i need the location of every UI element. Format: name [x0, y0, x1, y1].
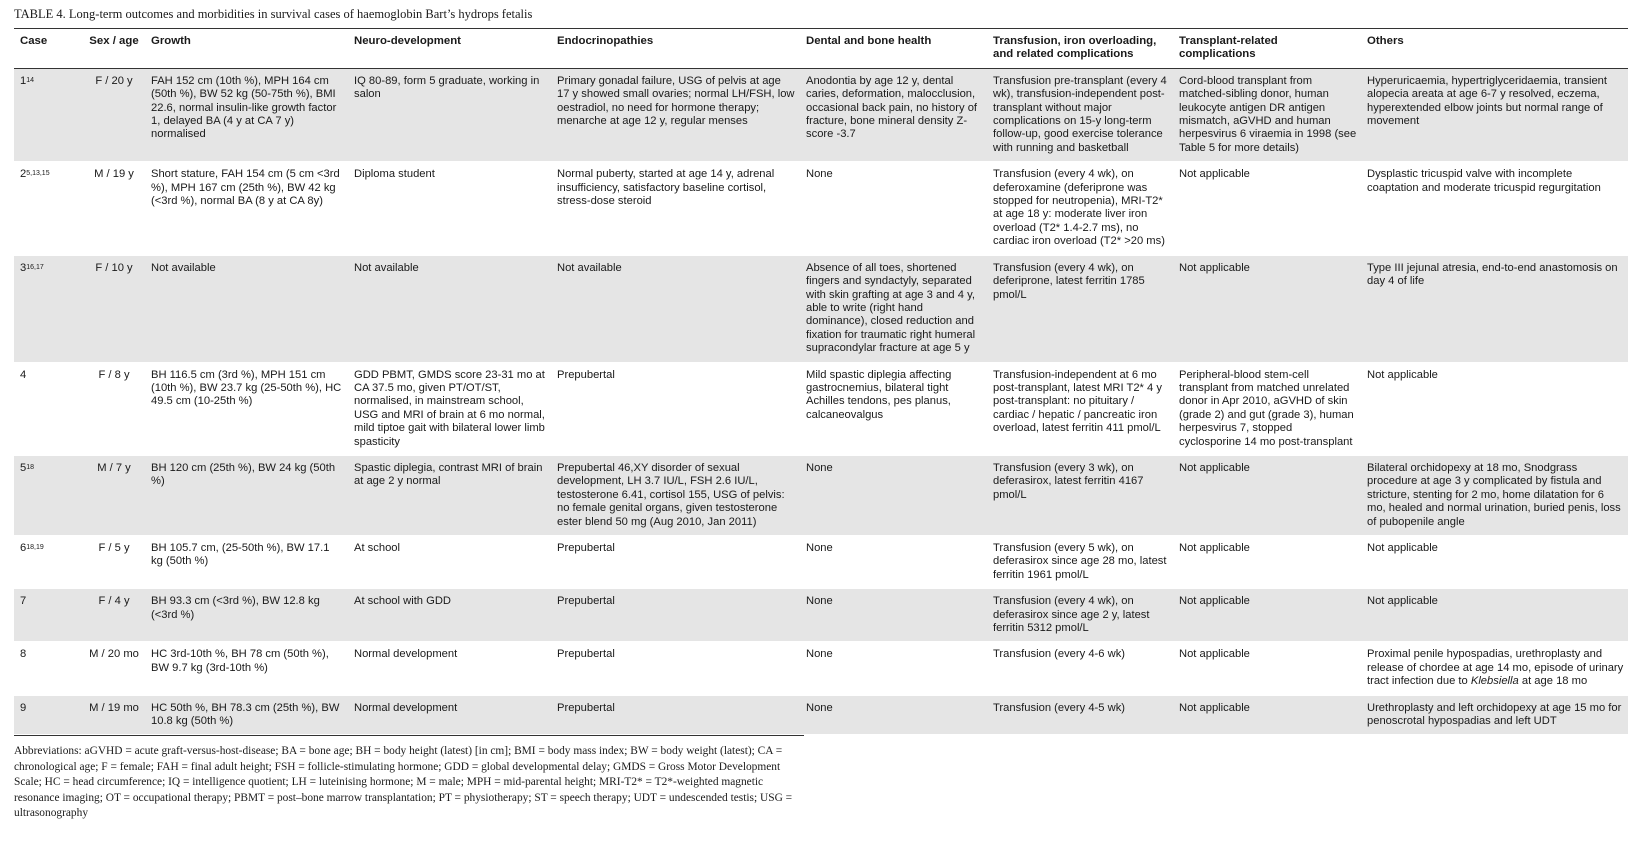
transfusion-cell: Transfusion-independent at 6 mo post-transplant, latest MRI T2* 4 y post-transplant: no pituitary / cardiac / hepatic / pancreatic iron overload, latest ferritin 411 pmol/L [993, 368, 1162, 435]
neuro-cell: GDD PBMT, GMDS score 23-31 mo at CA 37.5 mo, given PT/OT/ST, normalised, in mainstream school, USG and MRI of brain at 6 mo normal, mild tiptoe gait with bilateral lower limb spasticity [354, 368, 545, 448]
sex-age-cell: F / 20 y [81, 68, 145, 161]
column-header: Endocrinopathies [557, 35, 654, 47]
case-cell [14, 536, 81, 589]
others-cell: Hyperuricaemia, hypertriglyceridaemia, transient alopecia areata at age 6-7 y resolved, eczema, hyperextended elbow joints but normal range of movement [1361, 68, 1628, 161]
dental-cell: Absence of all toes, shortened fingers and syndactyly, separated with skin grafting at age 3 and 4 y, able to write (right hand dominance), closed reduction and fixation for traumatic right humeral supracondylar fracture at age 5 y [800, 255, 987, 362]
transfusion-cell: Transfusion (every 4 wk), on deferiprone, latest ferritin 1785 pmol/L [987, 255, 1173, 362]
case-cell [14, 695, 81, 735]
sex-age-cell: F / 10 y [81, 255, 145, 362]
dental-cell: Mild spastic diplegia affecting gastrocnemius, bilateral tight Achilles tendons, pes planus, calcaneovalgus [806, 368, 952, 421]
case-reference: 18 [26, 463, 35, 471]
outcomes-table [14, 28, 1628, 735]
organism-name: Klebsiella [1470, 675, 1519, 688]
table-row [14, 68, 1628, 161]
case-number: 6 [20, 542, 27, 554]
table-row [14, 255, 1628, 362]
others-cell: Not applicable [1367, 368, 1438, 381]
case-cell [14, 589, 81, 642]
column-header: Transfusion, iron overloading, and related complications [993, 35, 1157, 61]
transplant-cell: Not applicable [1173, 589, 1361, 642]
others-cell [1361, 642, 1628, 695]
transfusion-cell: Transfusion pre-transplant (every 4 wk), transfusion-independent post-transplant without major complications on 15-y long-term follow-up, good exercise tolerance with running and basketball [987, 68, 1173, 161]
others-cell: Not applicable [1367, 542, 1438, 554]
column-header: Case [20, 35, 48, 47]
case-number: 5 [20, 461, 27, 474]
table-caption-text: Long-term outcomes and morbidities in survival cases of haemoglobin Bart’s hydrops fetalis [68, 7, 533, 21]
case-reference: 16,17 [26, 263, 44, 271]
transplant-cell: Cord-blood transplant from matched-sibling donor, human leukocyte antigen DR antigen mismatch, aGVHD and human herpesvirus 6 viraemia in 1998 (see Table 5 for more details) [1173, 68, 1361, 161]
sex-age-cell: F / 8 y [98, 368, 130, 381]
dental-cell: None [800, 695, 987, 735]
neuro-cell: At school [354, 542, 401, 554]
growth-cell: BH 120 cm (25th %), BW 24 kg (50th %) [145, 455, 348, 535]
endo-cell: Prepubertal [557, 542, 615, 554]
neuro-cell: Normal development [354, 648, 458, 661]
others-cell: Bilateral orchidopexy at 18 mo, Snodgrass procedure at age 3 y complicated by fistula and stricture, stenting for 2 mo, home dilatation for 6 mo, healed and normal urination, buried penis, loss of pubopenile angle [1361, 455, 1628, 535]
neuro-cell: Normal development [348, 695, 551, 735]
table-row [14, 536, 1628, 589]
growth-cell: HC 50th %, BH 78.3 cm (25th %), BW 10.8 kg (50th %) [145, 695, 348, 735]
growth-cell: Short stature, FAH 154 cm (5 cm <3rd %), MPH 167 cm (25th %), BW 42 kg (<3rd %), normal BA (8 y at CA 8y) [151, 168, 340, 208]
transplant-cell: Not applicable [1179, 542, 1250, 554]
neuro-cell: Not available [348, 255, 551, 362]
endo-cell: Prepubertal [557, 648, 615, 661]
endo-cell: Not available [551, 255, 800, 362]
sex-age-cell: M / 19 y [94, 168, 134, 181]
growth-cell: Not available [145, 255, 348, 362]
case-cell [14, 162, 81, 255]
dental-cell: None [806, 168, 833, 181]
endo-cell: Prepubertal [557, 368, 615, 381]
transfusion-cell: Transfusion (every 4-6 wk) [993, 648, 1126, 661]
growth-cell: BH 93.3 cm (<3rd %), BW 12.8 kg (<3rd %) [145, 589, 348, 642]
neuro-cell: At school with GDD [348, 589, 551, 642]
table-row [14, 642, 1628, 695]
table-header-row [14, 29, 1628, 69]
others-text: Proximal penile hypospadias, urethroplasty and release of chordee at age 14 mo, episode of urinary tract infection due to [1367, 648, 1624, 688]
table-row [14, 695, 1628, 735]
case-number: 3 [20, 261, 27, 274]
others-cell: Type III jejunal atresia, end-to-end anastomosis on day 4 of life [1361, 255, 1628, 362]
case-number: 1 [20, 74, 27, 87]
case-cell [14, 362, 81, 455]
endo-cell: Primary gonadal failure, USG of pelvis at age 17 y showed small ovaries; normal LH/FSH, low oestradiol, no need for hormone therapy; menarche at age 12 y, regular menses [551, 68, 800, 161]
transfusion-cell: Transfusion (every 4 wk), on deferoxamine (deferiprone was stopped for neutropenia), MRI-T2* at age 18 y: moderate liver iron overload (T2* 1.4-2.7 ms), no cardiac iron overload (T2* >20 ms) [993, 168, 1165, 248]
transplant-cell: Not applicable [1179, 168, 1250, 181]
table-row [14, 589, 1628, 642]
others-text-tail: at age 18 mo [1518, 675, 1588, 688]
sex-age-cell: F / 4 y [81, 589, 145, 642]
column-header: Others [1367, 35, 1404, 47]
column-header: Dental and bone health [806, 35, 932, 47]
growth-cell: BH 116.5 cm (3rd %), MPH 151 cm (10th %), BW 23.7 kg (25-50th %), HC 49.5 cm (10-25th %) [151, 368, 342, 408]
dental-cell: None [806, 648, 833, 661]
growth-cell: HC 3rd-10th %, BH 78 cm (50th %), BW 9.7 kg (3rd-10th %) [151, 648, 329, 674]
column-header: Sex / age [89, 35, 139, 47]
dental-cell: Anodontia by age 12 y, dental caries, deformation, malocclusion, occasional back pain, no history of fracture, bone mineral density Z-score -3.7 [800, 68, 987, 161]
growth-cell: BH 105.7 cm, (25-50th %), BW 17.1 kg (50th %) [151, 542, 330, 568]
others-cell: Urethroplasty and left orchidopexy at age 15 mo for penoscrotal hypospadias and left UDT [1361, 695, 1628, 735]
sex-age-cell: M / 20 mo [89, 648, 139, 661]
neuro-cell: Spastic diplegia, contrast MRI of brain at age 2 y normal [348, 455, 551, 535]
table-row [14, 162, 1628, 255]
case-number: 7 [20, 595, 27, 608]
table-page [14, 6, 1628, 822]
dental-cell: None [806, 542, 833, 554]
endo-cell: Prepubertal 46,XY disorder of sexual development, LH 3.7 IU/L, FSH 2.6 IU/L, testosterone 6.41, cortisol 155, USG of pelvis: no female genital organs, given testosterone ester blend 50 mg (Aug 2010, Jan 2011) [551, 455, 800, 535]
case-number: 8 [20, 648, 27, 661]
transfusion-cell: Transfusion (every 4-5 wk) [987, 695, 1173, 735]
transfusion-cell: Transfusion (every 3 wk), on deferasirox, latest ferritin 4167 pmol/L [987, 455, 1173, 535]
case-number: 9 [20, 701, 27, 714]
case-cell [14, 455, 81, 535]
case-number: 4 [20, 368, 27, 381]
sex-age-cell: M / 7 y [81, 455, 145, 535]
transplant-cell: Not applicable [1173, 255, 1361, 362]
table-row [14, 455, 1628, 535]
case-reference: 18,19 [26, 544, 44, 551]
transplant-cell: Not applicable [1173, 695, 1361, 735]
column-header: Neuro-development [354, 35, 461, 47]
table-caption [14, 6, 1628, 22]
neuro-cell: Diploma student [354, 168, 435, 181]
others-cell: Not applicable [1361, 589, 1628, 642]
endo-cell: Prepubertal [551, 695, 800, 735]
case-number: 2 [20, 168, 27, 181]
others-cell: Dysplastic tricuspid valve with incomplete coaptation and moderate tricuspid regurgitation [1367, 168, 1601, 194]
endo-cell: Prepubertal [551, 589, 800, 642]
endo-cell: Normal puberty, started at age 14 y, adrenal insufficiency, satisfactory baseline cortisol, stress-dose steroid [557, 168, 775, 208]
transfusion-cell: Transfusion (every 4 wk), on deferasirox since age 2 y, latest ferritin 5312 pmol/L [987, 589, 1173, 642]
case-cell [14, 642, 81, 695]
transplant-cell: Not applicable [1173, 455, 1361, 535]
case-cell [14, 255, 81, 362]
transplant-cell: Peripheral-blood stem-cell transplant from matched unrelated donor in Apr 2010, aGVHD of skin (grade 2) and gut (grade 3), human herpesvirus 7, stopped cyclosporine 14 mo post-transplant [1179, 368, 1354, 448]
case-reference: 5,13,15 [26, 170, 50, 178]
dental-cell: None [800, 589, 987, 642]
case-reference: 14 [26, 76, 35, 84]
neuro-cell: IQ 80-89, form 5 graduate, working in salon [348, 68, 551, 161]
dental-cell: None [800, 455, 987, 535]
abbreviations-footnote: Abbreviations: aGVHD = acute graft-versus-host-disease; BA = bone age; BH = body height (latest) [in cm]; BMI = body mass index; BW = body weight (latest); CA = chronological age; F = female; FAH = final adult height; FSH = follicle-stimulating hormone; GDD = global developmental delay; GMDS = Gross Motor Development Scale; HC = head circumference; IQ = intelligence quotient; LH = luteinising hormone; M = male; MPH = mid-parental height; MRI-T2* = T2*-weighted magnetic resonance imaging; OT = occupational therapy; PBMT = post–bone marrow transplantation; PT = physiotherapy; ST = speech therapy; UDT = undescended testis; USG = ultrasonography [14, 735, 804, 822]
transplant-cell: Not applicable [1179, 648, 1250, 661]
transfusion-cell: Transfusion (every 5 wk), on deferasirox since age 28 mo, latest ferritin 1961 pmol/L [993, 542, 1167, 581]
table-row [14, 362, 1628, 455]
growth-cell: FAH 152 cm (10th %), MPH 164 cm (50th %), BW 52 kg (50-75th %), BMI 22.6, normal insulin-like growth factor 1, delayed BA (4 y at CA 7 y) normalised [145, 68, 348, 161]
case-cell [14, 68, 81, 161]
table-caption-label: TABLE 4. [14, 7, 66, 21]
sex-age-cell: M / 19 mo [81, 695, 145, 735]
column-header: Growth [151, 35, 191, 47]
column-header: Transplant-related complications [1179, 35, 1278, 61]
sex-age-cell: F / 5 y [98, 542, 130, 554]
